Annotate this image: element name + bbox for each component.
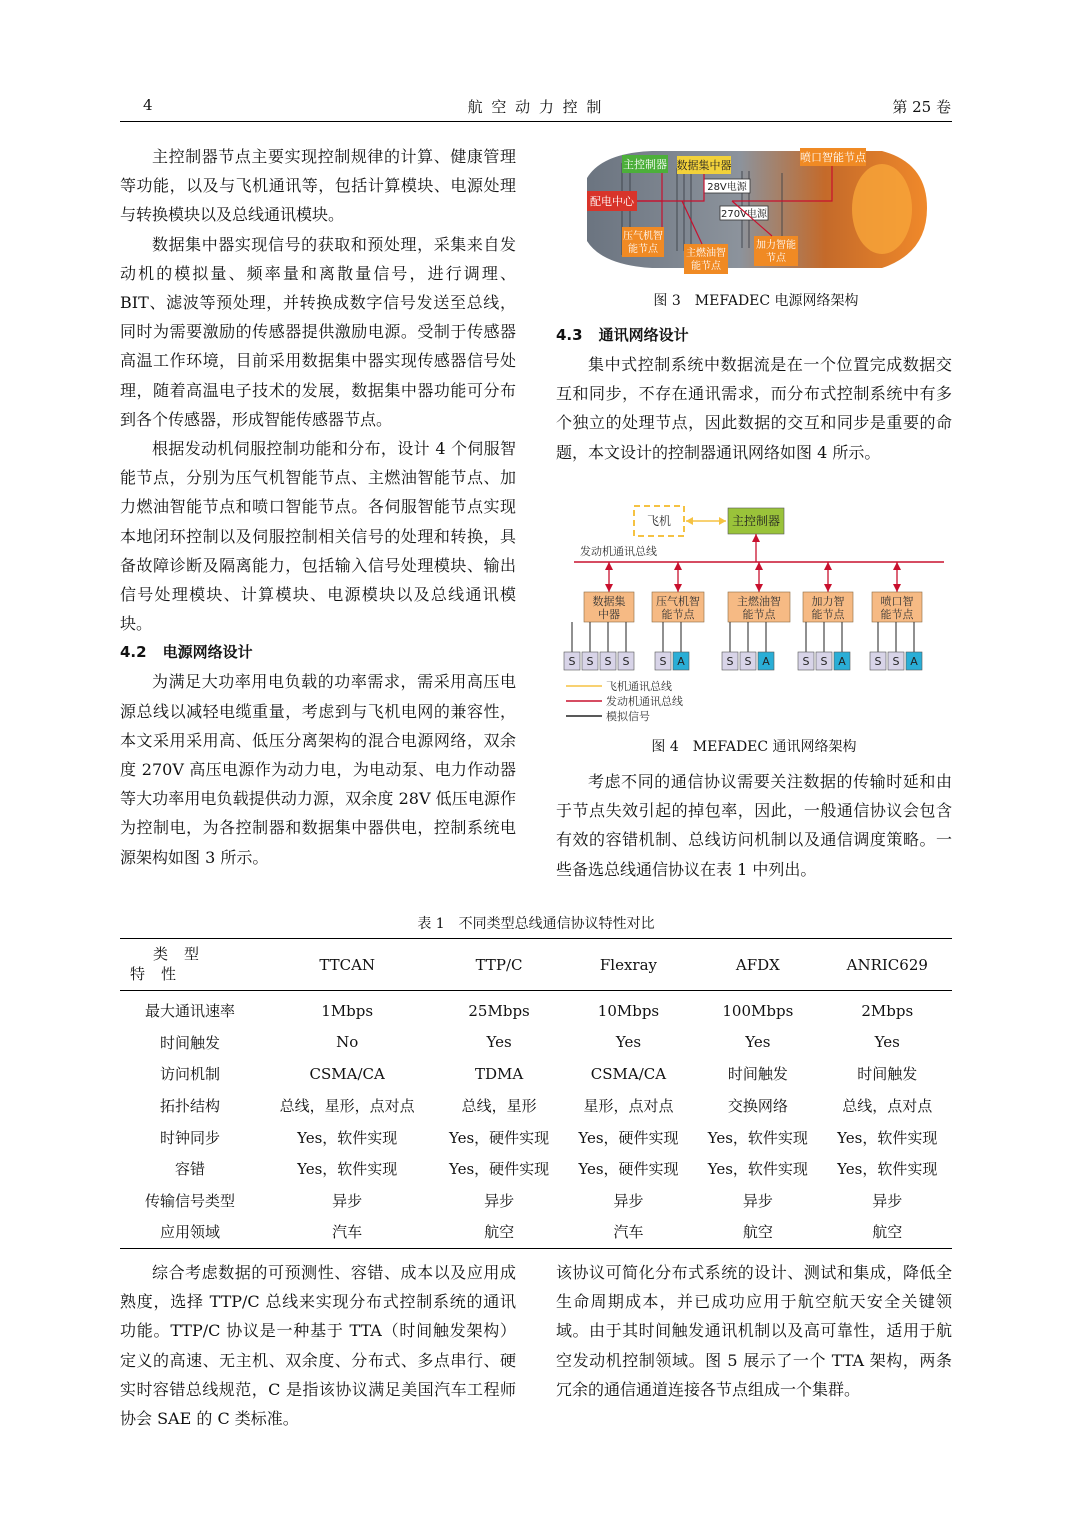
table-cell: Yes [615,1033,642,1052]
table-1 [120,938,952,1249]
table-cell: 航空 [872,1223,903,1242]
fig3-fuel-label: 主燃油智 [686,248,726,259]
table-cell: 总线，星形 [461,1097,537,1116]
table-cell: 时间触发 [857,1065,918,1084]
table-cell: 总线，点对点 [842,1097,933,1116]
comm-node-label: 数据集 [592,595,626,608]
bottom-right-column [556,1258,952,1404]
table-cell: No [336,1033,359,1052]
actuator-label: A [910,655,918,668]
sensor-label: S [659,655,667,668]
sensor-label: S [726,655,734,668]
table-cell: 时间触发 [727,1065,788,1084]
table-column-header: TTP/C [475,955,523,974]
comm-node-label-2: 能节点 [742,608,776,621]
comm-node-label-2: 中器 [598,608,620,621]
table-row [120,1027,952,1059]
table-row [120,1153,952,1185]
table-cell: 航空 [484,1223,515,1242]
comm-node-label: 加力智 [811,595,845,608]
paragraph: 根据发动机伺服控制功能和分布，设计 4 个伺服智能节点，分别为压气机智能节点、主燃油智能节点、加力燃油智能节点和喷口智能节点。各伺服智能节点实现本地闭环控制以及伺服控制相关信号的处理和转换，具备故障诊断及隔离能力，包括输入信号处理模块、输出信号处理模块、计算模块、电源模块以及总线通讯模块。 [120,439,516,634]
table-row [120,1121,952,1153]
actuator-label: A [677,655,685,668]
fig3-nozzle-label: 喷口智能节点 [800,151,866,164]
table-cell: 异步 [332,1191,363,1210]
table-cell: 总线，星形，点对点 [279,1097,415,1116]
table-cell: Yes，软件实现 [707,1128,808,1147]
table-cell: 25Mbps [468,1001,530,1020]
right-column-middle [556,767,952,884]
fig3-compressor-label-2: 能节点 [628,244,658,255]
table-cell: 100Mbps [722,1001,794,1020]
table-cell: Yes [486,1033,512,1052]
table-cell: 2Mbps [861,1001,914,1020]
comm-node-label-2: 能节点 [880,608,914,621]
figure-3-power-network [582,143,932,278]
paragraph: 主控制器节点主要实现控制规律的计算、健康管理等功能，以及与飞机通讯等，包括计算模块、电源处理与转换模块以及总线通讯模块。 [120,147,516,225]
fig3-28v-label: 28V电源 [707,182,747,193]
table-row [120,991,952,1027]
table-cell: 汽车 [332,1223,363,1242]
sensor-label: S [892,655,900,668]
table-cell: 航空 [742,1223,773,1242]
table-cell: 交换网络 [727,1097,788,1116]
table-column-header: Flexray [599,955,658,974]
header-rule [120,121,952,122]
comm-node-label: 喷口智 [880,595,914,608]
aircraft-label: 飞机 [646,514,672,528]
table-cell: Yes，软件实现 [837,1160,938,1179]
table-cell: CSMA/CA [309,1064,385,1083]
fig3-main-controller-label: 主控制器 [623,158,667,171]
actuator-label: A [762,655,770,668]
legend-engine-bus: 发动机通讯总线 [606,695,683,708]
fig3-270v-label: 270V电源 [721,209,767,220]
table-row-label: 拓扑结构 [159,1097,220,1116]
table-cell: Yes [874,1033,900,1052]
main-controller-label: 主控制器 [731,514,781,528]
legend-analog: 模拟信号 [606,710,650,723]
fig3-power-center-label: 配电中心 [590,195,634,208]
table-cell: 10Mbps [597,1001,660,1020]
comm-node-label: 主燃油智 [737,595,781,608]
fig3-afterburner-label: 加力智能 [756,240,796,251]
table-cell: 星形，点对点 [583,1097,674,1116]
sensor-label: S [586,655,594,668]
fig3-afterburner-label-2: 节点 [766,253,786,264]
table-cell: Yes，硬件实现 [448,1128,550,1147]
fig3-fuel-label-2: 能节点 [691,261,721,272]
comm-node-label: 压气机智 [656,595,700,608]
figure-4-comm-network [562,500,950,728]
table-column-header: ANRIC629 [846,955,928,974]
table-cell: Yes，硬件实现 [578,1160,679,1179]
table-cell: Yes，软件实现 [297,1160,398,1179]
table-cell: Yes，硬件实现 [448,1160,550,1179]
table-row-label: 时间触发 [159,1033,220,1052]
left-column [120,142,516,872]
table-cell: Yes，软件实现 [297,1128,398,1147]
page-number: 4 [143,96,153,114]
sensor-label: S [622,655,630,668]
figure-3-caption: 图 3 MEFADEC 电源网络架构 [653,293,859,309]
table-cell: Yes，软件实现 [707,1160,808,1179]
fig3-data-concentrator-label: 数据集中器 [676,159,732,172]
sensor-label: S [604,655,612,668]
table-cell: 1Mbps [321,1001,374,1020]
table-row-label: 最大通讯速率 [144,1002,235,1021]
paragraph: 该协议可简化分布式系统的设计、测试和集成，降低全生命周期成本，并已成功应用于航空航天安全关键领域。由于其时间触发通讯机制以及高可靠性，适用于航空发动机控制领域。图 5 展示了一个 TTA 架构，两条冗余的通信通道连接各节点组成一个集群。 [556,1263,952,1399]
table-cell: 异步 [613,1191,644,1210]
table-cell: 异步 [872,1191,903,1210]
table-row [120,1216,952,1248]
volume-label: 第 25 卷 [892,98,951,116]
journal-title: 航 空 动 力 控 制 [467,98,604,116]
fig3-compressor-label: 压气机智 [623,231,663,242]
table-row-label: 传输信号类型 [144,1191,235,1210]
table-column-header: TTCAN [319,955,376,974]
engine-bus-label: 发动机通讯总线 [580,545,657,558]
sensor-label: S [744,655,752,668]
table-cell: Yes，硬件实现 [578,1128,679,1147]
table-cell: 汽车 [613,1223,644,1242]
table-column-header: AFDX [735,955,780,974]
table-cell: CSMA/CA [590,1064,667,1083]
paragraph: 为满足大功率用电负载的功率需求，需采用高压电源总线以减轻电缆重量，考虑到与飞机电网的兼容性，本文采用采用高、低压分离架构的混合电源网络，双余度 270V 高压电源作为动力电，为电动泵、电力作动器等大功率用电负载提供动力源，双余度 28V 低压电源作为控制电，为各控制器和数据集中器供电，控制系统电源架构如图 3 所示。 [120,672,516,867]
table-cell: 异步 [742,1191,773,1210]
section-heading-4-2: 4.2 电源网络设计 [120,643,253,662]
comm-node-label-2: 能节点 [811,608,845,621]
sensor-label: S [802,655,810,668]
table-row [120,1090,952,1122]
table-row [120,1185,952,1217]
section-heading-4-3: 4.3 通讯网络设计 [556,326,689,344]
legend-aircraft-bus: 飞机通讯总线 [606,680,672,693]
table-row [120,1058,952,1090]
actuator-label: A [838,655,846,668]
table-row-label: 时钟同步 [159,1128,220,1147]
paragraph: 数据集中器实现信号的获取和预处理，采集来自发动机的模拟量、频率量和离散量信号，进行调理、BIT、滤波等预处理，并转换成数字信号发送至总线，同时为需要激励的传感器提供激励电源。受制于传感器高温工作环境，目前采用数据集中器实现传感器信号处理，随着高温电子技术的发展，数据集中器功能可分布到各个传感器，形成智能传感器节点。 [120,234,516,429]
right-column-top [556,321,952,467]
table-row-label: 应用领域 [159,1223,220,1242]
sensor-label: S [874,655,882,668]
figure-4-caption: 图 4 MEFADEC 通讯网络架构 [651,739,857,755]
sensor-label: S [568,655,576,668]
table-cell: TDMA [474,1064,524,1083]
paragraph: 考虑不同的通信协议需要关注数据的传输时延和由于节点失效引起的掉包率，因此，一般通信协议会包含有效的容错机制、总线访问机制以及通信调度策略。一些备选总线通信协议在表 1 中列出。 [556,772,952,879]
table-row-label: 容错 [174,1160,205,1179]
bottom-left-column [120,1258,516,1433]
table-1-caption: 表 1 不同类型总线通信协议特性对比 [417,916,655,932]
table-cell: Yes，软件实现 [837,1128,938,1147]
table-row-label: 访问机制 [159,1065,220,1084]
paragraph: 集中式控制系统中数据流是在一个位置完成数据交互和同步，不存在通讯需求，而分布式控制系统中有多个独立的处理节点，因此数据的交互和同步是重要的命题，本文设计的控制器通讯网络如图 4 所示。 [556,355,952,462]
table-corner-cell: 类型 特性 [130,945,215,983]
sensor-label: S [820,655,828,668]
table-cell: Yes [745,1033,771,1052]
table-cell: 异步 [484,1191,515,1210]
paragraph: 综合考虑数据的可预测性、容错、成本以及应用成熟度，选择 TTP/C 总线来实现分布式控制系统的通讯功能。TTP/C 协议是一种基于 TTA（时间触发架构）定义的高速、无主机、双余度、分布式、多点串行、硬实时容错总线规范，C 是指该协议满足美国汽车工程师协会 SAE 的 C 类标准。 [120,1263,516,1429]
comm-node-label-2: 能节点 [661,608,695,621]
